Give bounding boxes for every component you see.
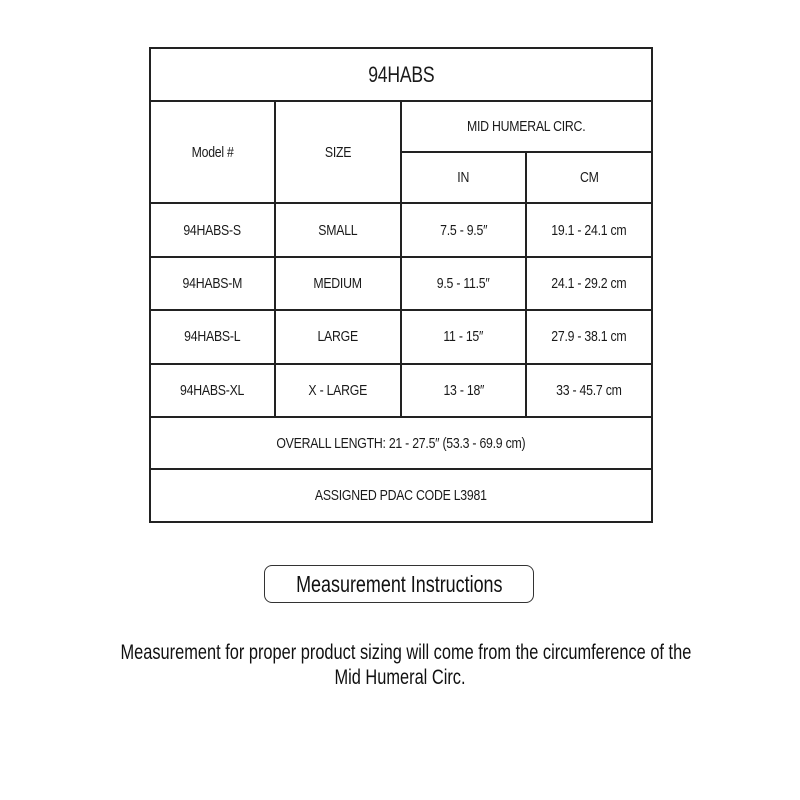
cell-size-text: X - LARGE [308, 381, 368, 399]
header-size-text: SIZE [324, 143, 352, 161]
size-chart-table [149, 47, 653, 523]
cell-model [150, 310, 275, 363]
header-size [275, 101, 401, 203]
cell-in-text: 11 - 15″ [443, 328, 484, 346]
cell-cm-text: 24.1 - 29.2 cm [551, 274, 627, 292]
cell-in [401, 257, 526, 310]
cell-cm [526, 257, 652, 310]
cell-cm [526, 203, 652, 256]
cell-cm [526, 310, 652, 363]
measurement-instructions-heading-text: Measurement Instructions [295, 570, 503, 597]
header-model [150, 101, 275, 203]
cell-model-text: 94HABS-M [182, 274, 243, 292]
cell-cm [526, 364, 652, 417]
cell-size [275, 364, 401, 417]
measurement-instructions-heading [264, 565, 534, 603]
cell-model [150, 257, 275, 310]
header-cm [526, 152, 652, 203]
cell-cm-text: 27.9 - 38.1 cm [551, 328, 627, 346]
cell-in-text: 7.5 - 9.5″ [439, 221, 488, 239]
table-row [150, 257, 652, 310]
cell-size [275, 310, 401, 363]
cell-size [275, 203, 401, 256]
table-row [150, 364, 652, 417]
header-mid-humeral [401, 101, 652, 151]
cell-in [401, 310, 526, 363]
cell-model-text: 94HABS-L [184, 328, 241, 346]
cell-model [150, 364, 275, 417]
cell-cm-text: 19.1 - 24.1 cm [551, 221, 627, 239]
table-row [150, 203, 652, 256]
cell-model-text: 94HABS-XL [180, 381, 245, 399]
cell-size-text: SMALL [318, 221, 358, 239]
measurement-instructions-body [40, 640, 760, 690]
header-in [401, 152, 526, 203]
pdac-code [150, 469, 652, 522]
cell-in-text: 9.5 - 11.5″ [437, 274, 490, 292]
instructions-line-2: Mid Humeral Circ. [334, 666, 466, 689]
cell-size-text: LARGE [317, 328, 359, 346]
header-mid-humeral-text: MID HUMERAL CIRC. [467, 118, 586, 136]
header-cm-text: CM [579, 169, 599, 187]
cell-in [401, 364, 526, 417]
table-title [150, 48, 652, 101]
cell-model [150, 203, 275, 256]
cell-in-text: 13 - 18″ [443, 381, 484, 399]
cell-cm-text: 33 - 45.7 cm [556, 381, 622, 399]
cell-size [275, 257, 401, 310]
pdac-code-text: ASSIGNED PDAC CODE L3981 [315, 487, 487, 505]
table-title-text: 94HABS [367, 61, 435, 87]
instructions-line-1: Measurement for proper product sizing will come from the circumference of the [120, 641, 692, 664]
cell-in [401, 203, 526, 256]
header-in-text: IN [457, 169, 470, 187]
overall-length [150, 417, 652, 469]
cell-model-text: 94HABS-S [183, 221, 242, 239]
header-model-text: Model # [191, 143, 234, 161]
table-row [150, 310, 652, 363]
overall-length-text: OVERALL LENGTH: 21 - 27.5″ (53.3 - 69.9 cm) [276, 434, 526, 452]
cell-size-text: MEDIUM [313, 274, 363, 292]
